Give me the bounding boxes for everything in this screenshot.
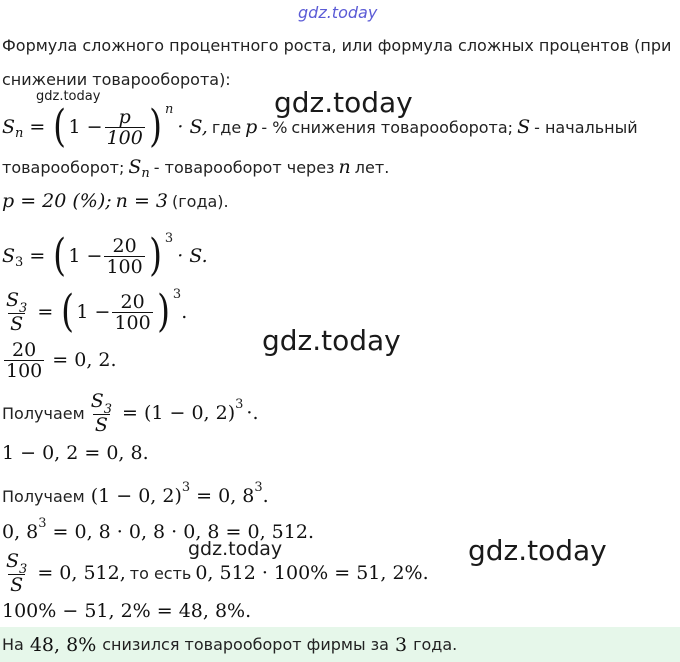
step2-eq: = bbox=[37, 301, 54, 323]
watermark-big-2: gdz.today bbox=[262, 324, 401, 357]
step3-frac-den: 100 bbox=[6, 359, 43, 382]
step1-frac-num: 20 bbox=[112, 234, 137, 257]
step2-num-s: S bbox=[6, 289, 20, 311]
formula-frac-den: 100 bbox=[106, 126, 143, 149]
step2-power: 3 bbox=[172, 286, 182, 302]
formula-desc-4: лет. bbox=[354, 157, 390, 177]
answer-bar bbox=[0, 627, 680, 662]
step2-frac-num: 20 bbox=[120, 290, 145, 313]
watermark-small-2: gdz.today bbox=[188, 538, 283, 560]
given-suffix: (года). bbox=[172, 191, 229, 211]
step4-den-s: S bbox=[94, 414, 108, 436]
formula-line-2 bbox=[2, 154, 389, 180]
formula-fraction bbox=[105, 107, 145, 148]
formula-one-minus: 1 − bbox=[68, 116, 103, 138]
step2-frac-den: 100 bbox=[114, 311, 151, 334]
formula-sn-sub: n bbox=[141, 165, 150, 181]
step4-power: 3 bbox=[235, 396, 244, 412]
step1-s-sub: 3 bbox=[15, 254, 24, 270]
formula-desc-1: снижения товарооборота; bbox=[291, 117, 514, 137]
step4-rhs: = (1 − 0, 2) bbox=[122, 402, 236, 424]
formula-desc-3: - товарооборот через bbox=[153, 157, 335, 177]
step2-one-minus: 1 − bbox=[76, 301, 111, 323]
answer-value: 48, 8% bbox=[29, 633, 97, 656]
step-6 bbox=[2, 479, 269, 510]
answer-suffix: года. bbox=[413, 635, 458, 654]
watermark-big-3: gdz.today bbox=[468, 534, 607, 567]
watermark-small-1: gdz.today bbox=[36, 89, 101, 104]
formula-sn-var: S bbox=[128, 156, 142, 178]
step1-s: S bbox=[2, 245, 16, 267]
step7-lhs: 0, 8 bbox=[2, 521, 39, 543]
step-2: $\frac{S_3}{S}$ = ( 1 − $\frac{20}{100}$ ) 3 . bbox=[6, 286, 188, 337]
step-3 bbox=[2, 336, 117, 384]
step4-num-s: S bbox=[90, 390, 104, 412]
step8-fraction bbox=[4, 551, 29, 595]
given-n: n = 3 bbox=[115, 190, 168, 212]
step6-tail: . bbox=[262, 485, 269, 507]
step8-num-s: S bbox=[6, 550, 20, 572]
step1-eq: = bbox=[29, 245, 46, 267]
formula-s-var: S bbox=[517, 116, 531, 138]
step1-one-minus: 1 − bbox=[68, 245, 103, 267]
step1-power: 3 bbox=[164, 230, 174, 246]
formula-paren-open: ( bbox=[53, 101, 67, 152]
step-5: 1 − 0, 2 = 0, 8. bbox=[2, 442, 149, 464]
intro-line-2: снижении товарооборота): bbox=[2, 70, 231, 89]
step4-fraction bbox=[89, 391, 114, 435]
step2-fraction bbox=[112, 292, 152, 333]
step6-power-1: 3 bbox=[181, 479, 191, 495]
step4-tail: ·. bbox=[246, 402, 259, 424]
watermark-top: gdz.today bbox=[298, 3, 378, 22]
intro-line-1: Формула сложного процентного роста, или формула сложных процентов (при bbox=[2, 36, 672, 55]
answer-middle: снизился товарооборот фирмы за bbox=[102, 635, 389, 654]
formula-power: n bbox=[165, 101, 174, 117]
step6-power-2: 3 bbox=[254, 479, 263, 495]
step4-prefix: Получаем bbox=[2, 403, 85, 423]
step1-tail: · S. bbox=[177, 245, 208, 267]
step-9: 100% − 51, 2% = 48, 8%. bbox=[2, 600, 252, 622]
step-4 bbox=[2, 388, 259, 438]
formula-s: S bbox=[2, 116, 16, 138]
formula-p-var: p bbox=[245, 116, 258, 138]
step1-fraction bbox=[104, 236, 144, 277]
formula-frac-num: p bbox=[118, 105, 131, 128]
step2-tail: . bbox=[181, 301, 188, 323]
step3-tail: = 0, 2. bbox=[52, 349, 117, 371]
formula-times-s: · S, bbox=[177, 116, 208, 138]
step-1: S 3 = ( 1 − $\frac{20}{100}$ ) 3 · S. bbox=[2, 230, 208, 281]
answer-prefix: На bbox=[2, 635, 24, 654]
step4-num-sub: 3 bbox=[103, 402, 112, 417]
step8-eq: = 0, 512, bbox=[37, 562, 126, 584]
formula-s-sub: n bbox=[15, 125, 24, 141]
step8-rhs: 0, 512 · 100% = 51, 2%. bbox=[195, 562, 429, 584]
step8-mid: то есть bbox=[129, 563, 192, 583]
step2-den-s: S bbox=[10, 313, 24, 335]
formula-n-var: n bbox=[338, 156, 351, 178]
formula-eq: = bbox=[29, 116, 46, 138]
step2-num-sub: 3 bbox=[19, 301, 28, 316]
step7-rhs: = 0, 8 · 0, 8 · 0, 8 = 0, 512. bbox=[52, 521, 314, 543]
step6-mid: = 0, 8 bbox=[196, 485, 255, 507]
step3-fraction bbox=[4, 340, 44, 381]
formula-dash-pct: - % bbox=[261, 117, 288, 137]
step7-power: 3 bbox=[38, 515, 47, 531]
step8-den-s: S bbox=[10, 574, 24, 596]
formula-where: где bbox=[211, 117, 242, 137]
given-p: p = 20 (%); bbox=[2, 190, 112, 212]
step6-prefix: Получаем bbox=[2, 486, 85, 506]
step6-expr: (1 − 0, 2) bbox=[90, 485, 182, 507]
formula-paren-close: ) bbox=[148, 101, 162, 152]
answer-years: 3 bbox=[394, 633, 408, 656]
step-8 bbox=[2, 548, 429, 598]
step1-frac-den: 100 bbox=[106, 255, 143, 278]
step2-lhs-fraction bbox=[4, 290, 29, 334]
formula-desc-2: - начальный bbox=[534, 117, 638, 137]
given-line bbox=[2, 188, 229, 214]
watermark-big-1: gdz.today bbox=[274, 86, 413, 119]
step8-num-sub: 3 bbox=[19, 562, 28, 577]
formula-line2-text: товарооборот; bbox=[2, 157, 125, 177]
step3-frac-num: 20 bbox=[12, 338, 37, 361]
